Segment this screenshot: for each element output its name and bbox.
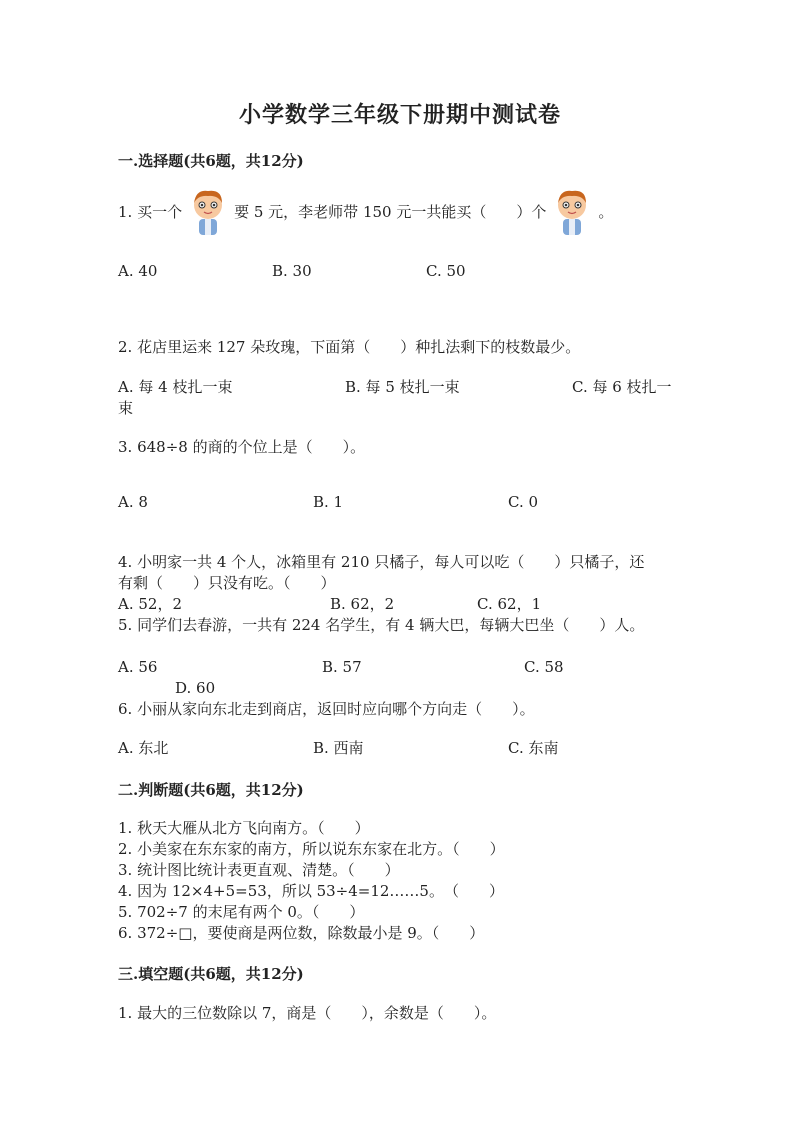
judgement-item: 3. 统计图比统计表更直观、清楚。（ ） bbox=[118, 861, 400, 879]
question-3: 3. 648÷8 的商的个位上是（ ）。 bbox=[118, 438, 366, 456]
question-text: 要 5 元，李老师带 150 元一共能买（ ）个 bbox=[234, 203, 547, 221]
option[interactable]: A. 每 4 枝扎一束 bbox=[118, 378, 233, 396]
question-2: 2. 花店里运来 127 朵玫瑰，下面第（ ）种扎法剩下的枝数最少。 bbox=[118, 338, 581, 356]
fill-blank-question-1: 1. 最大的三位数除以 7，商是（ ），余数是（ ）。 bbox=[118, 1004, 497, 1022]
option-wrap: 束 bbox=[118, 399, 134, 417]
question-4-line-2: 有剩（ ）只没有吃。（ ） bbox=[118, 574, 336, 592]
judgement-item: 4. 因为 12×4+5=53，所以 53÷4=12……5。 （ ） bbox=[118, 882, 504, 900]
judgement-item: 2. 小美家在东东家的南方，所以说东东家在北方。（ ） bbox=[118, 840, 505, 858]
option[interactable]: C. 每 6 枝扎一 bbox=[572, 378, 672, 396]
question-6: 6. 小丽从家向东北走到商店，返回时应向哪个方向走（ ）。 bbox=[118, 700, 535, 718]
option[interactable]: C. 50 bbox=[426, 262, 466, 280]
option[interactable]: C. 东南 bbox=[508, 739, 559, 757]
option[interactable]: C. 62，1 bbox=[477, 595, 542, 613]
option[interactable]: C. 0 bbox=[508, 493, 539, 511]
option[interactable]: B. 西南 bbox=[313, 739, 364, 757]
question-text: 1. 买一个 bbox=[118, 203, 183, 221]
boy-figure-icon bbox=[188, 189, 228, 237]
section-heading-judgement: 二.判断题(共6题，共12分) bbox=[118, 781, 304, 799]
option[interactable]: A. 40 bbox=[118, 262, 158, 280]
question-1 bbox=[118, 188, 613, 237]
page-title: 小学数学三年级下册期中测试卷 bbox=[238, 102, 561, 128]
question-text: 。 bbox=[598, 203, 614, 221]
question-4-line-1: 4. 小明家一共 4 个人，冰箱里有 210 只橘子，每人可以吃（ ）只橘子，还 bbox=[118, 553, 645, 571]
option[interactable]: B. 每 5 枝扎一束 bbox=[345, 378, 460, 396]
option[interactable]: A. 56 bbox=[118, 658, 158, 676]
option[interactable]: A. 52，2 bbox=[118, 595, 182, 613]
option[interactable]: B. 62，2 bbox=[330, 595, 395, 613]
option[interactable]: D. 60 bbox=[175, 679, 216, 697]
option[interactable]: A. 8 bbox=[118, 493, 148, 511]
option[interactable]: B. 30 bbox=[272, 262, 312, 280]
judgement-item: 1. 秋天大雁从北方飞向南方。（ ） bbox=[118, 819, 370, 837]
judgement-item: 5. 702÷7 的末尾有两个 0。（ ） bbox=[118, 903, 365, 921]
section-heading-choice: 一.选择题(共6题，共12分) bbox=[118, 152, 304, 170]
option[interactable]: B. 57 bbox=[322, 658, 362, 676]
boy-figure-icon bbox=[552, 189, 592, 237]
option[interactable]: A. 东北 bbox=[118, 739, 169, 757]
option[interactable]: B. 1 bbox=[313, 493, 344, 511]
option[interactable]: C. 58 bbox=[524, 658, 564, 676]
judgement-item: 6. 372÷□，要使商是两位数，除数最小是 9。（ ） bbox=[118, 924, 485, 942]
section-heading-fill-blank: 三.填空题(共6题，共12分) bbox=[118, 965, 304, 983]
question-5: 5. 同学们去春游，一共有 224 名学生，有 4 辆大巴，每辆大巴坐（ ）人。 bbox=[118, 616, 645, 634]
